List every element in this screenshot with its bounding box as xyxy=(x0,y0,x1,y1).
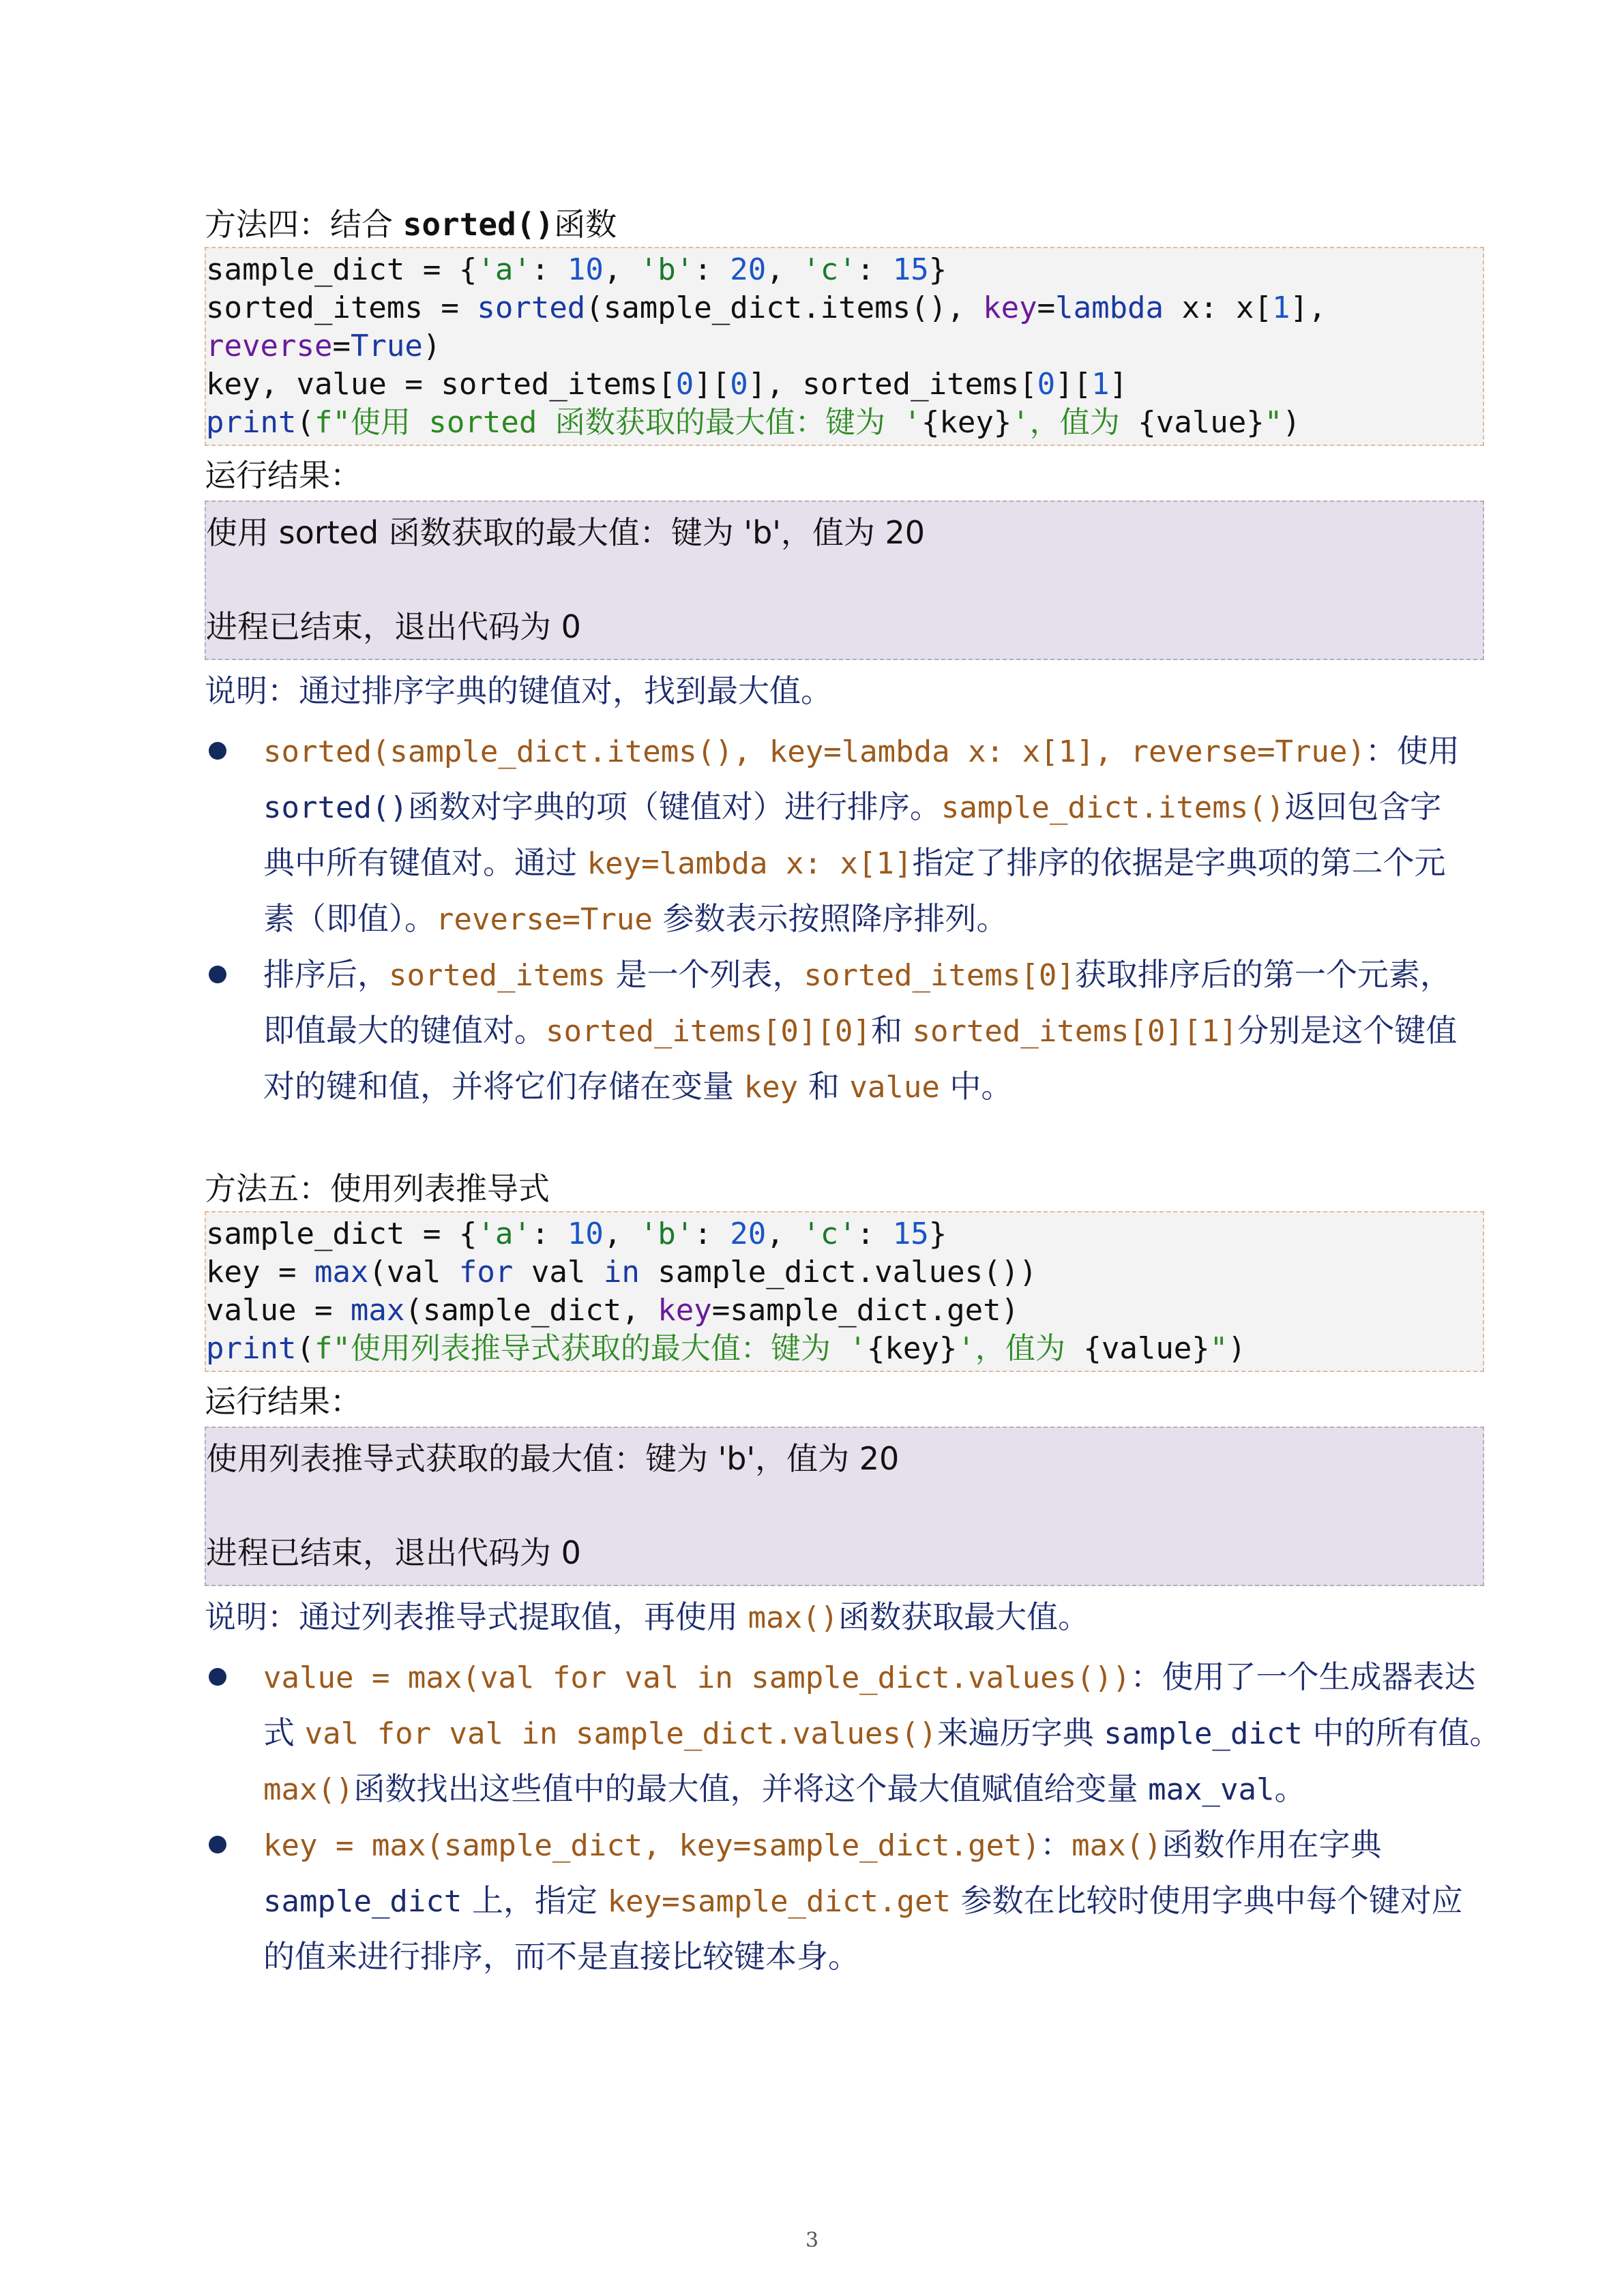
method5-note: 说明：通过列表推导式提取值，再使用 max()函数获取最大值。 xyxy=(205,1598,1090,1635)
output-line: 使用列表推导式获取的最大值：键为 'b'，值为 20 xyxy=(206,1440,900,1477)
output-line: 进程已结束，退出代码为 0 xyxy=(206,1534,581,1571)
code-line: key, value = sorted_items[0][0], sorted_items[0][1] xyxy=(206,367,1128,402)
code-line: print(f"使用 sorted 函数获取的最大值：键为 '{key}'，值为 {value}") xyxy=(206,405,1301,440)
code-line: reverse=True) xyxy=(206,329,441,363)
list-item: key = max(sample_dict, key=sample_dict.get)：max()函数作用在字典 sample_dict 上，指定 key=sample_dict.get 参数在比较时使用字典中每个键对应 的值来进行排序，而不是直接比较键本身。 xyxy=(205,1817,1484,1984)
heading-text: 函数 xyxy=(554,206,617,243)
code-line: sample_dict = {'a': 10, 'b': 20, 'c': 15} xyxy=(206,1217,947,1251)
method5-code-block xyxy=(205,1211,1484,1372)
bullet-icon xyxy=(209,1836,226,1853)
list-item: 排序后，sorted_items 是一个列表，sorted_items[0]获取排序后的第一个元素， 即值最大的键值对。sorted_items[0][0]和 sorted_items[0][1]分别是这个键值 对的键和值，并将它们存储在变量 key 和 value 中。 xyxy=(205,946,1484,1114)
heading-text: 方法四：结合 xyxy=(205,206,403,243)
bullet-icon xyxy=(209,742,226,760)
method4-heading xyxy=(205,203,1484,245)
method4-code-block xyxy=(205,247,1484,446)
code-line: print(f"使用列表推导式获取的最大值：键为 '{key}'，值为 {value}") xyxy=(206,1331,1246,1366)
code-line: sample_dict = {'a': 10, 'b': 20, 'c': 15} xyxy=(206,252,947,287)
code-line: sorted_items = sorted(sample_dict.items(), key=lambda x: x[1], xyxy=(206,290,1327,325)
method4-output-block xyxy=(205,501,1484,660)
output-line: 使用 sorted 函数获取的最大值：键为 'b'，值为 20 xyxy=(206,514,926,551)
output-label: 运行结果： xyxy=(205,1383,361,1420)
bullet-icon xyxy=(209,1668,226,1686)
method5-output-block xyxy=(205,1427,1484,1586)
page-number: 3 xyxy=(805,2228,819,2252)
code-line: value = max(sample_dict, key=sample_dict.get) xyxy=(206,1293,1020,1328)
output-line: 进程已结束，退出代码为 0 xyxy=(206,608,581,645)
bullet-icon xyxy=(209,966,226,983)
output-label: 运行结果： xyxy=(205,457,361,494)
code-line: key = max(val for val in sample_dict.values()) xyxy=(206,1255,1037,1289)
heading-code: sorted() xyxy=(402,206,555,243)
list-item: value = max(val for val in sample_dict.values())：使用了一个生成器表达 式 val for val in sample_dict.values()来遍历字典 sample_dict 中的所有值。 max()函数找出这些值中的最大值，并将这个最大值赋值给变量 max_val。 xyxy=(205,1649,1484,1817)
document-page xyxy=(205,203,1501,1984)
method5-heading: 方法五：使用列表推导式 xyxy=(205,1170,550,1207)
method4-note: 说明：通过排序字典的键值对，找到最大值。 xyxy=(205,672,832,709)
list-item: sorted(sample_dict.items(), key=lambda x: x[1], reverse=True)：使用 sorted()函数对字典的项（键值对）进行排序。sample_dict.items()返回包含字 典中所有键值对。通过 key=lambda x: x[1]指定了排序的依据是字典项的第二个元 素（即值）。reverse=True 参数表示按照降序排列。 xyxy=(205,723,1484,946)
